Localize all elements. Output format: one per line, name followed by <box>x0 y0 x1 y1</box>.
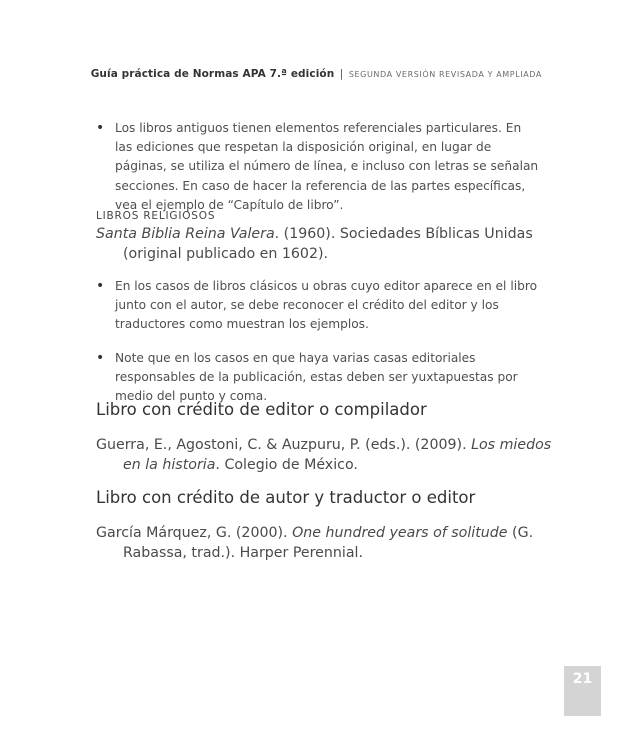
religious-books-heading: LIBROS RELIGIOSOS <box>96 210 216 222</box>
reference-authors: Guerra, E., Agostoni, C. & Auzpuru, P. (eds.). (2009). <box>96 437 472 453</box>
bullet-icon: • <box>96 350 105 366</box>
reference-details: . (1960). Sociedades Bíblicas Unidas (original publicado en 1602). <box>123 226 533 262</box>
reference-religious <box>96 225 563 264</box>
reference-translator <box>96 524 563 563</box>
bullet-item-classic-books <box>96 277 540 335</box>
bullet-item-publishers <box>96 349 540 407</box>
page-number: 21 <box>572 671 593 687</box>
page-number-tab <box>564 666 601 716</box>
reference-editor <box>96 436 563 475</box>
reference-title: Los miedos en la historia <box>123 437 552 473</box>
bullet-text: Note que en los casos en que haya varias casas editoriales responsables de la publicación, estas deben ser yuxtapuestas por medio del punto y coma. <box>115 351 518 404</box>
section-heading-editor: Libro con crédito de editor o compilador <box>96 400 427 419</box>
running-header <box>91 68 542 80</box>
reference-title: One hundred years of solitude <box>292 525 508 541</box>
reference-authors: García Márquez, G. (2000). <box>96 525 293 541</box>
bullet-icon: • <box>96 278 105 294</box>
header-subtitle: SEGUNDA VERSIÓN REVISADA Y AMPLIADA <box>348 70 542 79</box>
reference-publisher: (G. Rabassa, trad.). Harper Perennial. <box>123 525 534 561</box>
reference-title: Santa Biblia Reina Valera <box>96 226 275 242</box>
bullet-icon: • <box>96 120 105 136</box>
header-separator: | <box>339 68 344 80</box>
bullet-item-antique-books <box>96 119 540 215</box>
bullet-text: Los libros antiguos tienen elementos referenciales particulares. En las ediciones que respetan la disposición original, en lugar de páginas, se utiliza el número de línea, e incluso con letras se señalan secciones. En caso de hacer la referencia de las partes específicas, vea el ejemplo de “Capítulo de libro”. <box>115 121 539 212</box>
bullet-text: En los casos de libros clásicos u obras cuyo editor aparece en el libro junto con el autor, se debe reconocer el crédito del editor y los traductores como muestran los ejemplos. <box>115 279 538 332</box>
reference-publisher: . Colegio de México. <box>215 456 358 473</box>
header-title: Guía práctica de Normas APA 7.ª edición <box>90 68 335 80</box>
section-heading-translator: Libro con crédito de autor y traductor o editor <box>96 488 476 507</box>
